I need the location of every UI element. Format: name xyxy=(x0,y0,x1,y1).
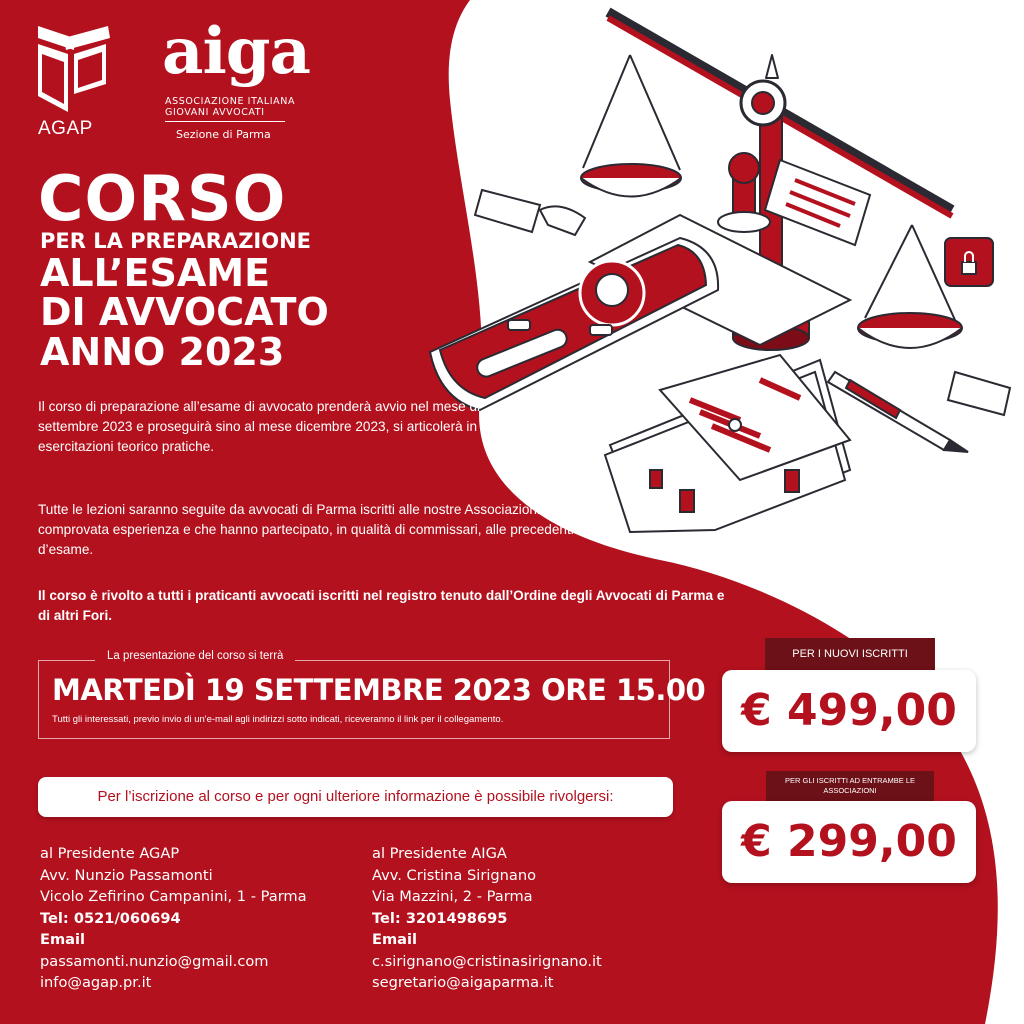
contact-address: Via Mazzini, 2 - Parma xyxy=(372,888,533,905)
both-associations-label: PER GLI ISCRITTI AD ENTRAMBE LE ASSOCIAZIONI xyxy=(766,771,934,801)
contact-tel: Tel: 0521/060694 xyxy=(40,909,181,927)
both-associations-price: € 299,00 xyxy=(722,801,976,883)
agap-logo-icon xyxy=(34,24,114,116)
agap-logo-text: AGAP xyxy=(38,118,93,139)
new-members-label: PER I NUOVI ISCRITTI xyxy=(765,638,935,670)
contact-agap xyxy=(40,843,307,994)
contact-email-label: Email xyxy=(40,931,86,948)
aiga-section-label: Sezione di Parma xyxy=(176,128,271,141)
title-line-4: DI AVVOCATO xyxy=(40,290,329,334)
intro-paragraph: Il corso di preparazione all’esame di avvocato prenderà avvio nel mese di settembre 2023 e proseguirà sino al mese dicembre 2023, si articolerà in 20 esercitazioni teorico pratiche. xyxy=(38,399,496,454)
audience-paragraph: Il corso è rivolto a tutti i praticanti avvocati iscritti nel registro tenuto dall’Ordine degli Avvocati di Parma e di altri Fori. xyxy=(38,588,725,623)
contact-email-1[interactable]: c.sirignano@cristinasirignano.it xyxy=(372,952,602,970)
contact-banner: Per l’iscrizione al corso e per ogni ulteriore informazione è possibile rivolgersi: xyxy=(38,777,673,817)
contact-tel: Tel: 3201498695 xyxy=(372,909,508,927)
aiga-logo-divider xyxy=(165,121,285,122)
title-line-3: ALL’ESAME xyxy=(40,251,271,295)
lock-icon xyxy=(945,238,993,286)
title-line-2: PER LA PREPARAZIONE xyxy=(40,229,312,253)
contact-name: Avv. Cristina Sirignano xyxy=(372,866,537,884)
contact-name: Avv. Nunzio Passamonti xyxy=(40,866,213,884)
presentation-link-note: Tutti gli interessati, previo invio di un'e-mail agli indirizzi sotto indicati, riceveranno il link per il collegamento. xyxy=(52,714,504,725)
new-members-price: € 499,00 xyxy=(722,670,976,752)
contact-address: Vicolo Zefirino Campanini, 1 - Parma xyxy=(40,888,307,905)
contact-role: al Presidente AGAP xyxy=(40,845,180,862)
contact-aiga xyxy=(372,843,602,994)
presentation-date: MARTEDÌ 19 SETTEMBRE 2023 ORE 15.00 xyxy=(52,673,706,707)
contact-email-1[interactable]: passamonti.nunzio@gmail.com xyxy=(40,952,269,970)
aiga-logo-line1: ASSOCIAZIONE ITALIANA xyxy=(165,96,296,107)
aiga-logo-line2: GIOVANI AVVOCATI xyxy=(165,107,265,118)
contact-email-2[interactable]: segretario@aigaparma.it xyxy=(372,974,554,991)
contact-email-2[interactable]: info@agap.pr.it xyxy=(40,974,152,991)
title-line-5: ANNO 2023 xyxy=(40,330,285,374)
title-line-1: CORSO xyxy=(38,162,287,235)
aiga-logo-word: aiga xyxy=(162,14,310,89)
contact-email-label: Email xyxy=(372,931,418,948)
contact-role: al Presidente AIGA xyxy=(372,845,507,862)
lessons-paragraph: Tutte le lezioni saranno seguite da avvocati di Parma iscritti alle nostre Associazioni e da colleghi con comprovata esperienza e che hanno partecipato, in qualità di commissari, alle precedenti sessioni d’esame. xyxy=(38,502,646,557)
presentation-note: La presentazione del corso si terrà xyxy=(95,650,295,662)
